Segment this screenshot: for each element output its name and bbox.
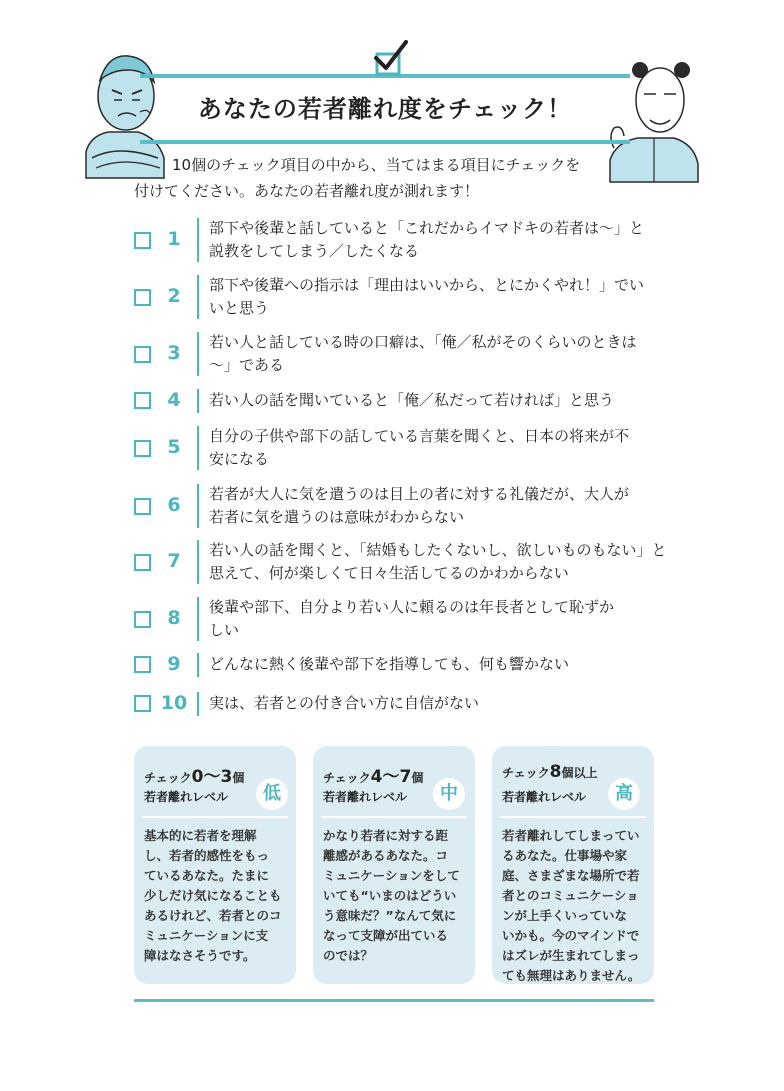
result-card-medium	[313, 746, 475, 984]
card-description: かなり若者に対する距 離感があるあなた。コ ミュニケーションをして いても“いまのはどうい う意味だ？”なんて気に なって支障が出ている のでは？	[323, 828, 460, 963]
item-number: 4	[167, 389, 181, 411]
item-divider	[197, 218, 199, 262]
card-range: チェック8個以上	[502, 762, 598, 782]
item-divider	[197, 389, 199, 413]
bottom-rule	[134, 999, 654, 1002]
item-text	[209, 389, 669, 412]
item-divider	[197, 540, 199, 584]
level-badge: 中	[433, 778, 465, 810]
intro-line-2: 付けてください。あなたの若者離れ度が測れます！	[134, 182, 480, 200]
checkbox[interactable]	[134, 440, 151, 457]
item-number: 3	[167, 342, 181, 364]
item-divider	[197, 597, 199, 641]
level-badge: 低	[256, 778, 288, 810]
item-text-line-1: 若い人の話を聞くと、「結婚もしたくないし、欲しいものもない」と	[209, 541, 667, 559]
item-divider	[197, 426, 199, 470]
item-text-line-2: 若者に気を遣うのは意味がわからない	[209, 508, 465, 526]
checkbox[interactable]	[134, 611, 151, 628]
checkmark-icon	[372, 40, 408, 76]
card-description: 基本的に若者を理解 し、若者的感性をもっ ているあなた。たまに 少しだけ気になることも あるけれど、若者とのコ ミュニケーションに支 障はなさそうです。	[144, 828, 282, 963]
item-divider	[197, 692, 199, 716]
result-card-high	[492, 746, 654, 984]
card-label: 若者離れレベル	[502, 790, 587, 804]
item-text-line-1: 実は、若者との付き合い方に自信がない	[209, 694, 480, 712]
checkbox[interactable]	[134, 289, 151, 306]
item-text	[209, 425, 669, 471]
item-number: 6	[167, 494, 181, 516]
item-text-line-1: 若い人の話を聞いていると「俺／私だって若ければ」と思う	[209, 391, 615, 409]
item-divider	[197, 332, 199, 376]
item-text-line-2: 説教をしてしまう／したくなる	[209, 242, 420, 260]
item-text-line-1: 後輩や部下、自分より若い人に頼るのは年長者として恥ずか	[209, 598, 615, 616]
card-label: 若者離れレベル	[323, 790, 408, 804]
item-text	[209, 596, 669, 642]
item-number: 9	[167, 653, 181, 675]
checkbox[interactable]	[134, 346, 151, 363]
item-number: 5	[167, 436, 181, 458]
item-text-line-1: 若者が大人に気を遣うのは目上の者に対する礼儀だが、大人が	[209, 485, 630, 503]
item-text-line-2: 思えて、何が楽しくて日々生活してるのかわからない	[209, 564, 569, 582]
item-text-line-2: しい	[209, 621, 240, 639]
checkbox[interactable]	[134, 656, 151, 673]
item-text-line-1: 部下や後輩と話していると「これだからイマドキの若者は〜」と	[209, 219, 645, 237]
item-number: 7	[167, 550, 181, 572]
item-divider	[197, 484, 199, 528]
item-text-line-1: 部下や後輩への指示は「理由はいいから、とにかくやれ！」でい	[209, 276, 645, 294]
card-divider	[500, 816, 646, 818]
item-text-line-2: 安になる	[209, 450, 270, 468]
card-range: チェック0〜3個	[144, 767, 245, 787]
item-number: 10	[160, 692, 188, 714]
card-description: 若者離れしてしまってい るあなた。仕事場や家 庭、さまざまな場所で若 者とのコミュニケーショ ンが上手くいっていな いかも。今のマインドで はズレが生まれてしまっ ても無理はありません。	[502, 828, 641, 983]
card-label: 若者離れレベル	[144, 790, 229, 804]
checkbox[interactable]	[134, 232, 151, 249]
item-text	[209, 274, 669, 320]
item-text	[209, 692, 669, 715]
item-text-line-2: いと思う	[209, 299, 270, 317]
item-text	[209, 539, 669, 585]
card-divider	[142, 816, 288, 818]
checkbox[interactable]	[134, 554, 151, 571]
item-text-line-1: どんなに熱く後輩や部下を指導しても、何も響かない	[209, 655, 570, 673]
item-number: 2	[167, 285, 181, 307]
item-number: 8	[167, 607, 181, 629]
item-text-line-1: 自分の子供や部下の話している言葉を聞くと、日本の将来が不	[209, 427, 630, 445]
item-text-line-2: 〜」である	[209, 356, 285, 374]
item-text	[209, 217, 669, 263]
item-text-line-1: 若い人と話している時の口癖は、「俺／私がそのくらいのときは	[209, 333, 637, 351]
checkbox[interactable]	[134, 498, 151, 515]
item-divider	[197, 275, 199, 319]
page-title: あなたの若者離れ度をチェック！	[197, 95, 573, 123]
checkbox[interactable]	[134, 392, 151, 409]
title-band	[140, 74, 630, 144]
title-bottom-rule	[140, 140, 630, 144]
card-divider	[321, 816, 467, 818]
result-card-low	[134, 746, 296, 984]
intro-text	[134, 152, 654, 204]
item-number: 1	[167, 228, 181, 250]
checkbox[interactable]	[134, 695, 151, 712]
level-badge: 高	[608, 778, 640, 810]
item-text	[209, 483, 669, 529]
card-range: チェック4〜7個	[323, 767, 424, 787]
item-text	[209, 653, 669, 676]
item-divider	[197, 653, 199, 677]
item-text	[209, 331, 669, 377]
intro-line-1: 10個のチェック項目の中から、当てはまる項目にチェックを	[172, 156, 581, 174]
